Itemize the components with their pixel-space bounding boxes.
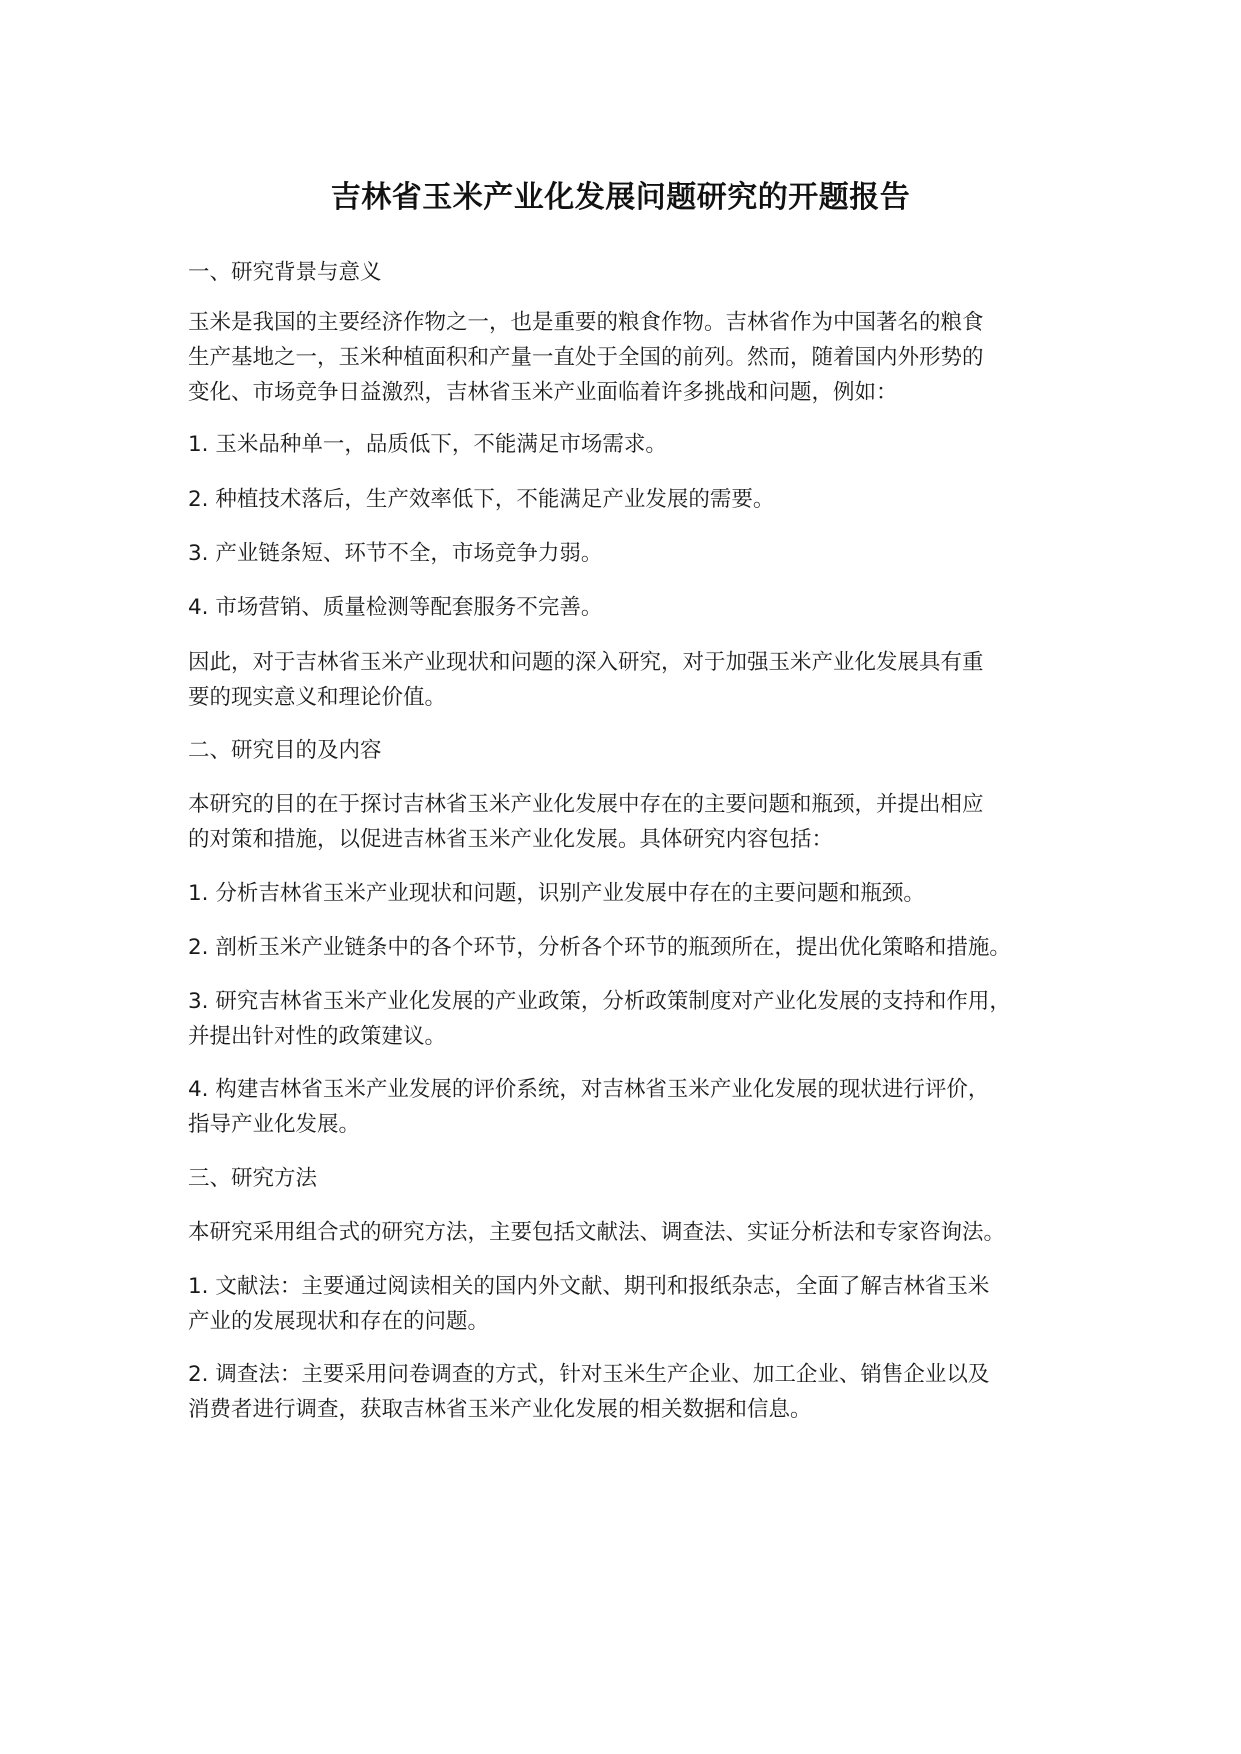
list-item-line: 指导产业化发展。 [188,1112,361,1137]
paragraph-background-intro [188,305,1088,410]
list-item-line: 4. 构建吉林省玉米产业发展的评价系统，对吉林省玉米产业化发展的现状进行评价， [188,1077,990,1102]
paragraph-line: 要的现实意义和理论价值。 [188,685,447,710]
list-item-line: 并提出针对性的政策建议。 [188,1024,447,1049]
document-title: 吉林省玉米产业化发展问题研究的开题报告 [330,180,911,215]
list-item-line: 2. 调查法：主要采用问卷调查的方式，针对玉米生产企业、加工企业、销售企业以及 [188,1362,990,1387]
list-item: 2. 种植技术落后，生产效率低下，不能满足产业发展的需要。 [188,487,775,512]
paragraph-line: 玉米是我国的主要经济作物之一，也是重要的粮食作物。吉林省作为中国著名的粮食 [188,310,984,335]
list-item [188,1357,1088,1427]
paragraph-background-conclusion [188,645,1088,715]
paragraph-objectives-intro [188,787,1088,857]
paragraph-line: 生产基地之一，玉米种植面积和产量一直处于全国的前列。然而，随着国内外形势的 [188,345,984,370]
list-item [188,876,1088,911]
section-heading-objectives: 二、研究目的及内容 [188,738,382,763]
list-item-line: 1. 文献法：主要通过阅读相关的国内外文献、期刊和报纸杂志，全面了解吉林省玉米 [188,1274,990,1299]
list-item: 3. 产业链条短、环节不全，市场竞争力弱。 [188,541,603,566]
list-item-line: 产业的发展现状和存在的问题。 [188,1309,490,1334]
section-heading-background: 一、研究背景与意义 [188,260,382,285]
paragraph-methods-intro: 本研究采用组合式的研究方法，主要包括文献法、调查法、实证分析法和专家咨询法。 [188,1220,1006,1245]
list-item-line: 2. 剖析玉米产业链条中的各个环节，分析各个环节的瓶颈所在，提出优化策略和措施。 [188,935,1011,960]
paragraph-line: 本研究的目的在于探讨吉林省玉米产业化发展中存在的主要问题和瓶颈，并提出相应 [188,792,984,817]
section-heading-methods: 三、研究方法 [188,1166,318,1191]
paragraph-line: 因此，对于吉林省玉米产业现状和问题的深入研究，对于加强玉米产业化发展具有重 [188,650,984,675]
list-item: 1. 玉米品种单一，品质低下，不能满足市场需求。 [188,432,667,457]
list-item [188,930,1088,965]
list-item [188,1269,1088,1339]
list-item: 4. 市场营销、质量检测等配套服务不完善。 [188,595,603,620]
paragraph-line: 变化、市场竞争日益激烈，吉林省玉米产业面临着许多挑战和问题，例如： [188,380,898,405]
list-item [188,1072,1088,1142]
list-item-line: 3. 研究吉林省玉米产业化发展的产业政策，分析政策制度对产业化发展的支持和作用， [188,989,1011,1014]
list-item-line: 1. 分析吉林省玉米产业现状和问题，识别产业发展中存在的主要问题和瓶颈。 [188,881,925,906]
list-item [188,984,1088,1054]
list-item-line: 消费者进行调查，获取吉林省玉米产业化发展的相关数据和信息。 [188,1397,812,1422]
paragraph-line: 的对策和措施，以促进吉林省玉米产业化发展。具体研究内容包括： [188,827,834,852]
